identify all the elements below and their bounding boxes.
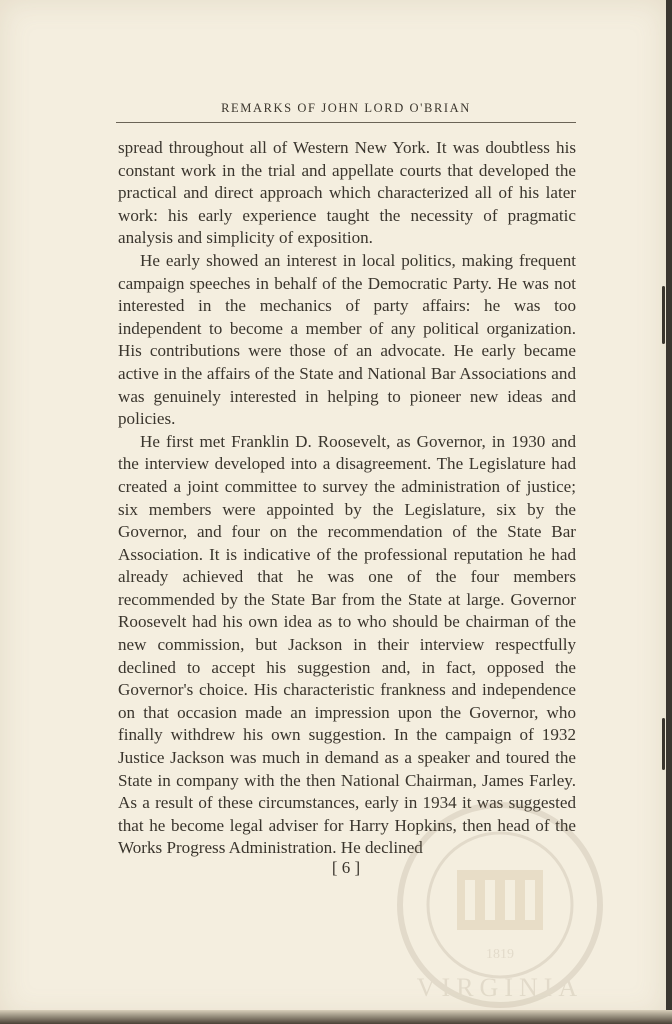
paragraph-3: He first met Franklin D. Roosevelt, as Governor, in 1930 and the interview developed into a disagreement. The Legislature had created a joint committee to survey the administration of justice; six members were appointed by the Legislature, six by the Governor, and four on the recommendation of the State Bar Association. It is indicative of the professional reputation he had already achieved that he was one of the four members recommended by the State Bar from the State at large. Governor Roosevelt had his own idea as to who should be chairman of the new commission, but Jackson in their interview respectfully declined to accept his suggestion and, in fact, opposed the Governor's choice. His characteristic frankness and independence on that occasion made an impression upon the Governor, who finally withdrew his own suggestion. In the campaign of 1932 Justice Jackson was much in demand as a speaker and toured the State in company with the then National Chairman, James Farley. As a result of these circumstances, early in 1934 it was suggested that he become legal adviser for Harry Hopkins, then head of the Works Progress Administration. He declined bbox=[118, 431, 576, 858]
header-rule bbox=[116, 122, 576, 123]
svg-text:VIRGINIA: VIRGINIA bbox=[416, 973, 584, 1002]
page-number: [ 6 ] bbox=[331, 858, 361, 877]
binding-mark-upper bbox=[662, 286, 665, 344]
svg-text:1819: 1819 bbox=[486, 947, 514, 962]
binding-mark-lower bbox=[662, 718, 665, 770]
body-text bbox=[118, 137, 576, 860]
running-header: REMARKS OF JOHN LORD O'BRIAN bbox=[221, 101, 471, 115]
university-seal-watermark bbox=[395, 800, 605, 1010]
paragraph-2: He early showed an interest in local politics, making frequent campaign speeches in behalf of the Democratic Party. He was not interested in the mechanics of party affairs: he was too independent to become a member of any political organization. His contributions were those of an advocate. He early became active in the affairs of the State and National Bar Associations and was genuinely interested in helping to pioneer new ideas and policies. bbox=[118, 250, 576, 429]
paragraph-1: spread throughout all of Western New York. It was doubtless his constant work in the trial and appellate courts that developed the practical and direct approach which characterized all of his later work: his early experience taught the necessity of pragmatic analysis and simplicity of exposition. bbox=[118, 138, 576, 248]
page-bottom-edge bbox=[0, 1010, 672, 1024]
